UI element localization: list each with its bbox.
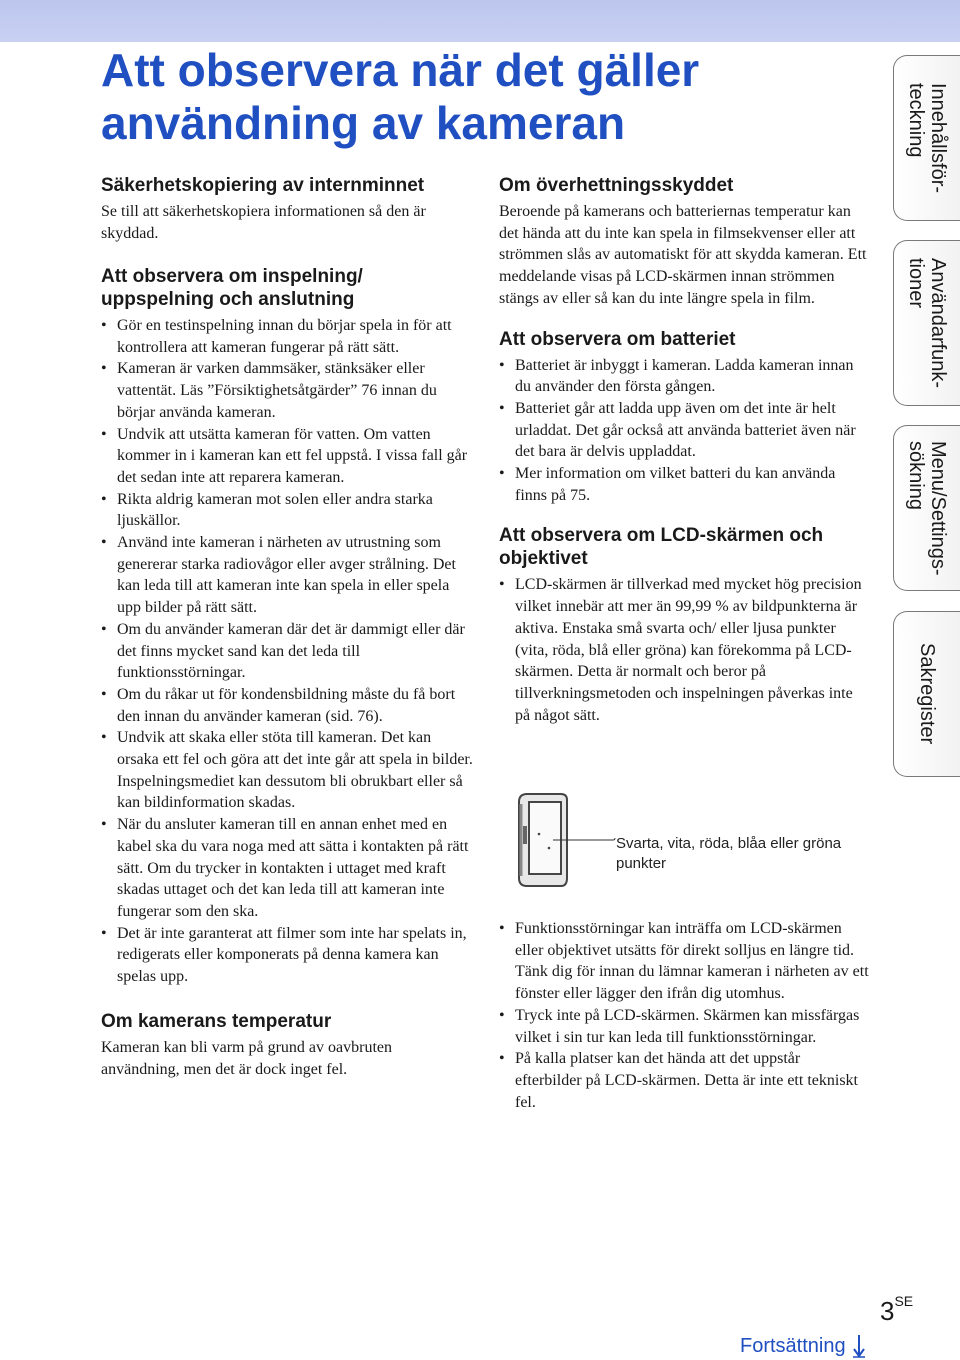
list-item: • Gör en testinspelning innan du börjar spela in för att kontrollera att kameran fungerar på rätt sätt.	[101, 315, 473, 358]
lcd-heading-line2: objektivet	[499, 548, 588, 570]
tab-label-line1: Menu/Settings-	[927, 440, 949, 576]
tab-index[interactable]	[893, 611, 960, 777]
top-banner	[0, 0, 960, 42]
page-number-suffix: SE	[894, 1293, 914, 1310]
tab-label-line2: sökning	[905, 440, 927, 510]
tab-label-line2: teckning	[905, 82, 927, 158]
list-item: • Rikta aldrig kameran mot solen eller andra starka ljuskällor.	[101, 489, 473, 532]
list-item: • Använd inte kameran i närheten av utrustning som genererar starka radiovågor eller avger strålning. Det kan leda till att kameran inte kan spela in eller spela upp bilder på rätt sätt.	[101, 532, 473, 619]
overheat-section	[499, 174, 869, 310]
tab-label	[905, 441, 949, 576]
tab-label	[905, 83, 949, 193]
list-item: • Om du använder kameran där det är dammigt eller där det finns mycket sand kan det leda till funktionsstörningar.	[101, 619, 473, 684]
recording-section	[101, 265, 473, 988]
battery-section	[499, 328, 869, 507]
list-item: • Det är inte garanterat att filmer som inte har spelats in, redigerats eller komponerats på denna kamera kan spelas upp.	[101, 923, 473, 988]
figure-caption: Svarta, vita, röda, blåa eller gröna punkter	[616, 835, 842, 872]
tab-label	[916, 643, 938, 744]
tab-table-of-contents[interactable]	[893, 55, 960, 221]
right-column-lower	[499, 918, 869, 1113]
list-item: • LCD-skärmen är tillverkad med mycket hög precision vilket innebär att mer än 99,99 % av bildpunkterna är aktiva. Enstaka små svarta och/ eller ljusa punkter (vita, röda, blå eller gröna) kan förekomma på LCD-skärmen. Detta är normalt och beror på tillverkningsmetoden och inspelningen påverkas inte på något sätt.	[499, 574, 869, 726]
temperature-section	[101, 1010, 473, 1081]
recording-list	[101, 315, 473, 988]
list-item: • När du ansluter kameran till en annan enhet med en kabel ska du vara noga med att sätta i kontakten på rätt sätt. Om du trycker in kontakten i uttaget med kraft skadas uttaget och det kan leda till att kameran inte fungerar som den ska.	[101, 814, 473, 923]
page-title	[101, 44, 801, 150]
list-item: • Undvik att skaka eller stöta till kameran. Det kan orsaka ett fel och göra att det inte går att spela in bilder. Inspelningsmediet kan dessutom bli obrukbart eller så kan bildinformation skadas.	[101, 727, 473, 814]
arrow-down-icon	[852, 1334, 866, 1358]
recording-heading	[101, 265, 473, 311]
list-item: • Tryck inte på LCD-skärmen. Skärmen kan missfärgas vilket i sin tur kan leda till funktionsstörningar.	[499, 1005, 869, 1048]
list-item: • Undvik att utsätta kameran för vatten. Om vatten kommer in i kameran kan ett fel uppstå. I vissa fall går det sedan inte att reparera kameran.	[101, 424, 473, 489]
tab-label-line1: Sakregister	[916, 643, 938, 745]
list-item: • Kameran är varken dammsäker, stänksäker eller vattentät. Läs ”Försiktighetsåtgärder” 76 innan du börjar använda kameran.	[101, 358, 473, 423]
page-number-value: 3	[880, 1296, 895, 1326]
continuation-label: Fortsättning	[740, 1334, 846, 1357]
list-item: • Mer information om vilket batteri du kan använda finns på 75.	[499, 463, 869, 506]
page-number	[880, 1293, 914, 1327]
page-title-line2: användning av kameran	[101, 97, 626, 149]
page-title-line1: Att observera när det gäller	[101, 44, 700, 96]
tab-label-line1: Användarfunk-	[927, 257, 949, 389]
left-column	[101, 174, 473, 1097]
overheat-heading: Om överhettningsskyddet	[499, 175, 734, 196]
lcd-heading	[499, 524, 869, 570]
temperature-heading: Om kamerans temperatur	[101, 1010, 332, 1032]
lcd-section	[499, 524, 869, 726]
battery-heading: Att observera om batteriet	[499, 328, 736, 350]
temperature-text: Kameran kan bli varm på grund av oavbruten användning, men det är dock inget fel.	[101, 1038, 393, 1078]
list-item: • Om du råkar ut för kondensbildning måste du få bort den innan du använder kameran (sid. 76).	[101, 684, 473, 727]
battery-list	[499, 355, 869, 507]
lcd-list	[499, 574, 869, 726]
tab-user-functions[interactable]	[893, 240, 960, 406]
recording-heading-line2: uppspelning och anslutning	[101, 289, 355, 310]
recording-heading-line1: Att observera om inspelning/	[101, 266, 363, 287]
list-item: • Funktionsstörningar kan inträffa om LCD-skärmen eller objektivet utsätts för direkt solljus en längre tid. Tänk dig för innan du lämnar kameran i närheten av ett fönster eller lägger den ifrån dig utomhus.	[499, 918, 869, 1005]
overheat-text: Beroende på kamerans och batteriernas temperatur kan det hända att du inte kan spela in filmsekvenser eller att strömmen slås av automatiskt för att skydda kameran. Ett meddelande visas på LCD-skärmen innan strömmen stängs av eller så kan du inte längre spela in film.	[499, 203, 867, 307]
tab-label-line2: tioner	[905, 257, 927, 308]
backup-section	[101, 174, 473, 245]
continuation-link[interactable]	[740, 1334, 866, 1358]
lcd-list-continued	[499, 918, 869, 1113]
right-column	[499, 174, 869, 742]
list-item: • Batteriet är inbyggt i kameran. Ladda kameran innan du använder den första gången.	[499, 355, 869, 398]
tab-label	[905, 258, 949, 388]
list-item: • Batteriet går att ladda upp även om det inte är helt urladdat. Det går också att använda batteriet även när det bara är delvis uppladdat.	[499, 398, 869, 463]
tab-label-line1: Innehållsför-	[927, 82, 949, 194]
tab-menu-settings-search[interactable]	[893, 425, 960, 591]
backup-heading: Säkerhetskopiering av internminnet	[101, 175, 425, 196]
list-item: • På kalla platser kan det hända att det uppstår efterbilder på LCD-skärmen. Detta är inte ett tekniskt fel.	[499, 1048, 869, 1113]
backup-text: Se till att säkerhetskopiera informationen så den är skyddad.	[101, 203, 426, 242]
lcd-heading-line1: Att observera om LCD-skärmen och	[499, 525, 824, 547]
